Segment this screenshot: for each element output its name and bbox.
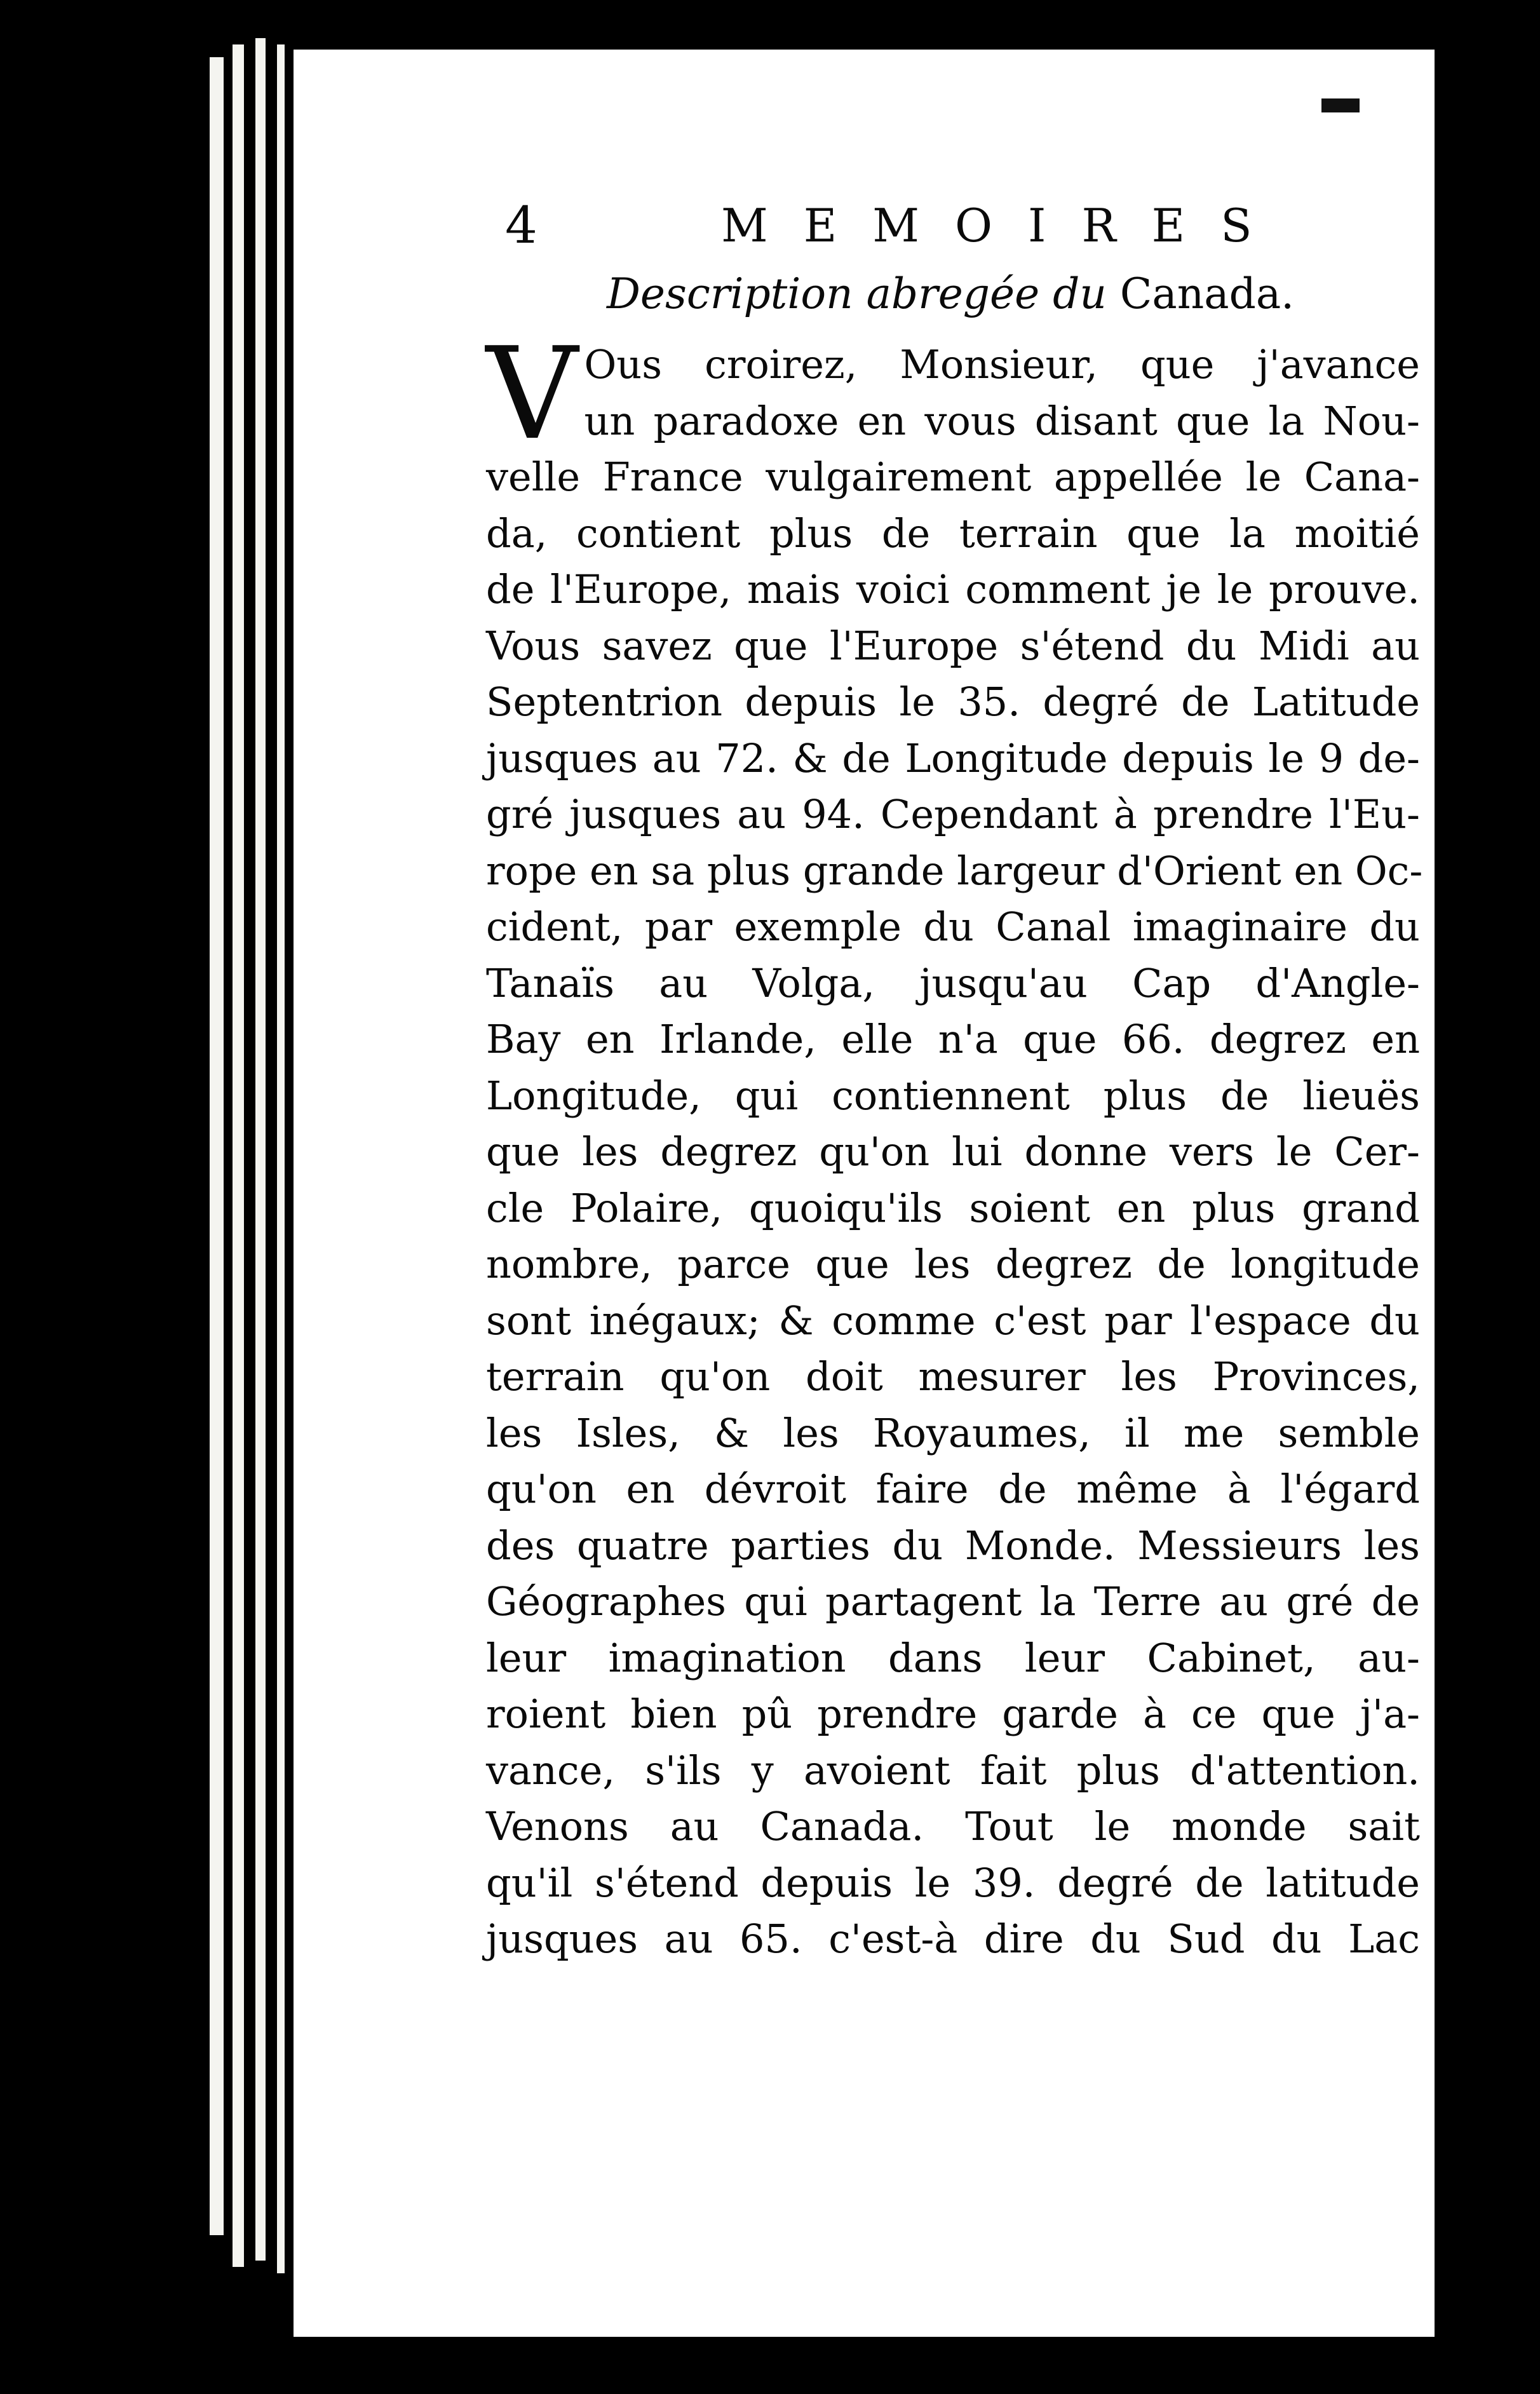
body-line: rope en sa plus grande largeur d'Orient en Oc-: [486, 847, 1423, 894]
section-title-plain: Canada.: [1119, 269, 1295, 318]
body-line: les Isles, & les Royaumes, il me semble: [486, 1409, 1420, 1456]
body-line: jusques au 72. & de Longitude depuis le 9 de-: [486, 734, 1420, 781]
section-title-italic: Description abregée du: [607, 269, 1107, 318]
scan-border: [1445, 0, 1540, 2394]
body-line: da, contient plus de terrain que la moitié: [486, 510, 1420, 557]
page-edge: [277, 44, 285, 2273]
body-text: [486, 320, 1423, 1968]
body-line: Vous savez que l'Europe s'étend du Midi au: [486, 622, 1420, 669]
body-lines: [486, 393, 1423, 1968]
body-line: cle Polaire, quoiqu'ils soient en plus grand: [486, 1184, 1420, 1231]
page-text-block: [486, 191, 1423, 1968]
body-line: leur imagination dans leur Cabinet, au-: [486, 1634, 1420, 1681]
body-line: roient bien pû prendre garde à ce que j'a-: [486, 1691, 1420, 1737]
body-line: Septentrion depuis le 35. degré de Latitude: [486, 679, 1420, 725]
page-edge: [255, 38, 266, 2261]
body-line: gré jusques au 94. Cependant à prendre l'Eu-: [486, 791, 1420, 837]
page-edge: [210, 57, 224, 2235]
body-line: velle France vulgairement appellée le Cana-: [486, 454, 1420, 500]
section-title: [607, 266, 1420, 323]
running-head: MEMOIRES: [721, 199, 1288, 252]
body-line: Géographes qui partagent la Terre au gré de: [486, 1578, 1420, 1625]
scan-mark: [1321, 98, 1360, 112]
body-line: des quatre parties du Monde. Messieurs les: [486, 1522, 1420, 1569]
body-line: de l'Europe, mais voici comment je le prouve.: [486, 566, 1420, 612]
body-line: Longitude, qui contiennent plus de lieuës: [486, 1072, 1420, 1119]
body-line: cident, par exemple du Canal imaginaire du: [486, 903, 1420, 950]
body-line: Tanaïs au Volga, jusqu'au Cap d'Angle-: [486, 959, 1420, 1006]
body-line: qu'il s'étend depuis le 39. degré de latitude: [486, 1859, 1420, 1906]
body-line: Ous croirez, Monsieur, que j'avance: [584, 341, 1420, 388]
body-line: jusques au 65. c'est-à dire du Sud du Lac: [486, 1916, 1420, 1962]
body-line: Venons au Canada. Tout le monde sait: [486, 1803, 1420, 1850]
page-header: [486, 191, 1420, 260]
body-line: sont inégaux; & comme c'est par l'espace du: [486, 1297, 1420, 1344]
body-line: qu'on en dévroit faire de même à l'égard: [486, 1466, 1420, 1512]
page-edge: [233, 44, 244, 2267]
body-line: que les degrez qu'on lui donne vers le Cer-: [486, 1128, 1420, 1175]
drop-cap: V: [486, 320, 578, 468]
page-number: 4: [505, 196, 537, 255]
body-line: terrain qu'on doit mesurer les Provinces,: [486, 1353, 1420, 1400]
body-line: un paradoxe en vous disant que la Nou-: [584, 397, 1420, 444]
body-line: vance, s'ils y avoient fait plus d'attention.: [486, 1747, 1420, 1794]
body-line: nombre, parce que les degrez de longitude: [486, 1241, 1420, 1287]
body-line: Bay en Irlande, elle n'a que 66. degrez en: [486, 1016, 1420, 1062]
